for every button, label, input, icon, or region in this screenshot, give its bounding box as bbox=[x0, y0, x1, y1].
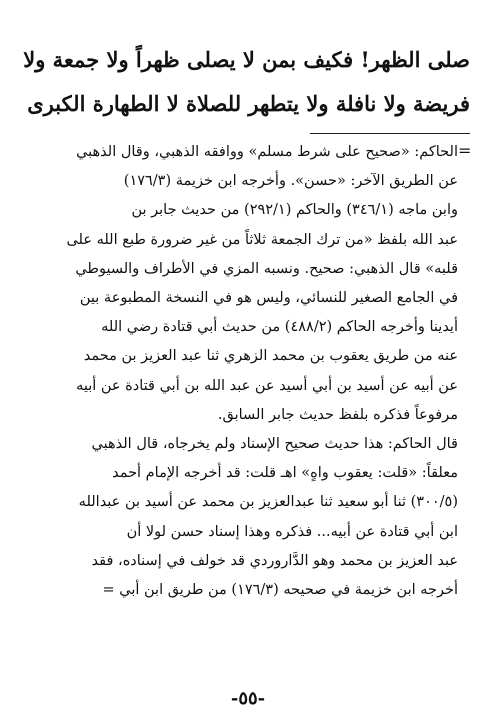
footnote-line-7: أيدينا وأخرجه الحاكم (٤٨٨/٢) من حديث أبي قتادة رضي الله bbox=[101, 319, 458, 336]
footnote-separator bbox=[310, 133, 470, 134]
main-body-text bbox=[23, 38, 470, 126]
footnote-line-6: في الجامع الصغير للنسائي، وليس هو في النسخة المطبوعة بين bbox=[79, 290, 458, 307]
main-text-line-2: فريضة ولا نافلة ولا يتطهر للصلاة لا الطهارة الكبرى bbox=[27, 91, 470, 116]
footnote-line-4: عبد الله بلفظ «من ترك الجمعة ثلاثاً من غير ضرورة طبع الله على bbox=[66, 231, 458, 248]
footnote-line-12: معلقاً: «قلت: يعقوب واهٍ» اهـ قلت: قد أخرجه الإمام أحمد bbox=[112, 465, 458, 482]
footnote-line-10: مرفوعاً فذكره بلفظ حديث جابر السابق. bbox=[217, 406, 458, 423]
footnote-line-3: وابن ماجه (٣٤٦/١) والحاكم (٢٩٢/١) من حديث جابر بن bbox=[131, 202, 458, 219]
footnote-line-2: عن الطريق الآخر: «حسن». وأخرجه ابن خزيمة (١٧٦/٣) bbox=[123, 173, 458, 190]
footnote-line-13: (٣٠٠/٥) ثنا أبو سعيد ثنا عبدالعزيز بن محمد عن أسيد بن عبدالله bbox=[78, 494, 458, 511]
main-text-line-1: صلى الظهر! فكيف بمن لا يصلى ظهراً ولا جمعة ولا bbox=[23, 47, 470, 72]
footnote-line-11: قال الحاكم: هذا حديث صحيح الإسناد ولم يخرجاه، قال الذهبي bbox=[91, 436, 458, 453]
footnote-line-1: الحاكم: «صحيح على شرط مسلم» ووافقه الذهبي، وقال الذهبي bbox=[76, 144, 458, 160]
footnote-line-5: قلبه» قال الذهبي: صحيح. ونسبه المزي في الأطراف والسيوطي bbox=[75, 260, 458, 277]
page-number: -٥٥- bbox=[230, 688, 266, 709]
footnote-line-14: ابن أبي قتادة عن أبيه... فذكره وهذا إسناد حسن لولا أن bbox=[126, 523, 458, 540]
footnote-line-9: عن أبيه عن أسيد بن أبي أسيد عن عبد الله بن أبي قتادة عن أبيه bbox=[76, 377, 458, 394]
footnote-line-16: أخرجه ابن خزيمة في صحيحه (١٧٦/٣) من طريق ابن أبي = bbox=[102, 582, 458, 599]
footnote-line-15: عبد العزيز بن محمد وهو الدَّاروردي قد خولف في إسناده، فقد bbox=[91, 552, 458, 569]
footnote-block bbox=[22, 138, 458, 605]
footnote-line-8: عنه من طريق يعقوب بن محمد الزهري ثنا عبد العزيز بن محمد bbox=[83, 348, 458, 365]
footnote-continuation-mark: = bbox=[458, 141, 472, 160]
